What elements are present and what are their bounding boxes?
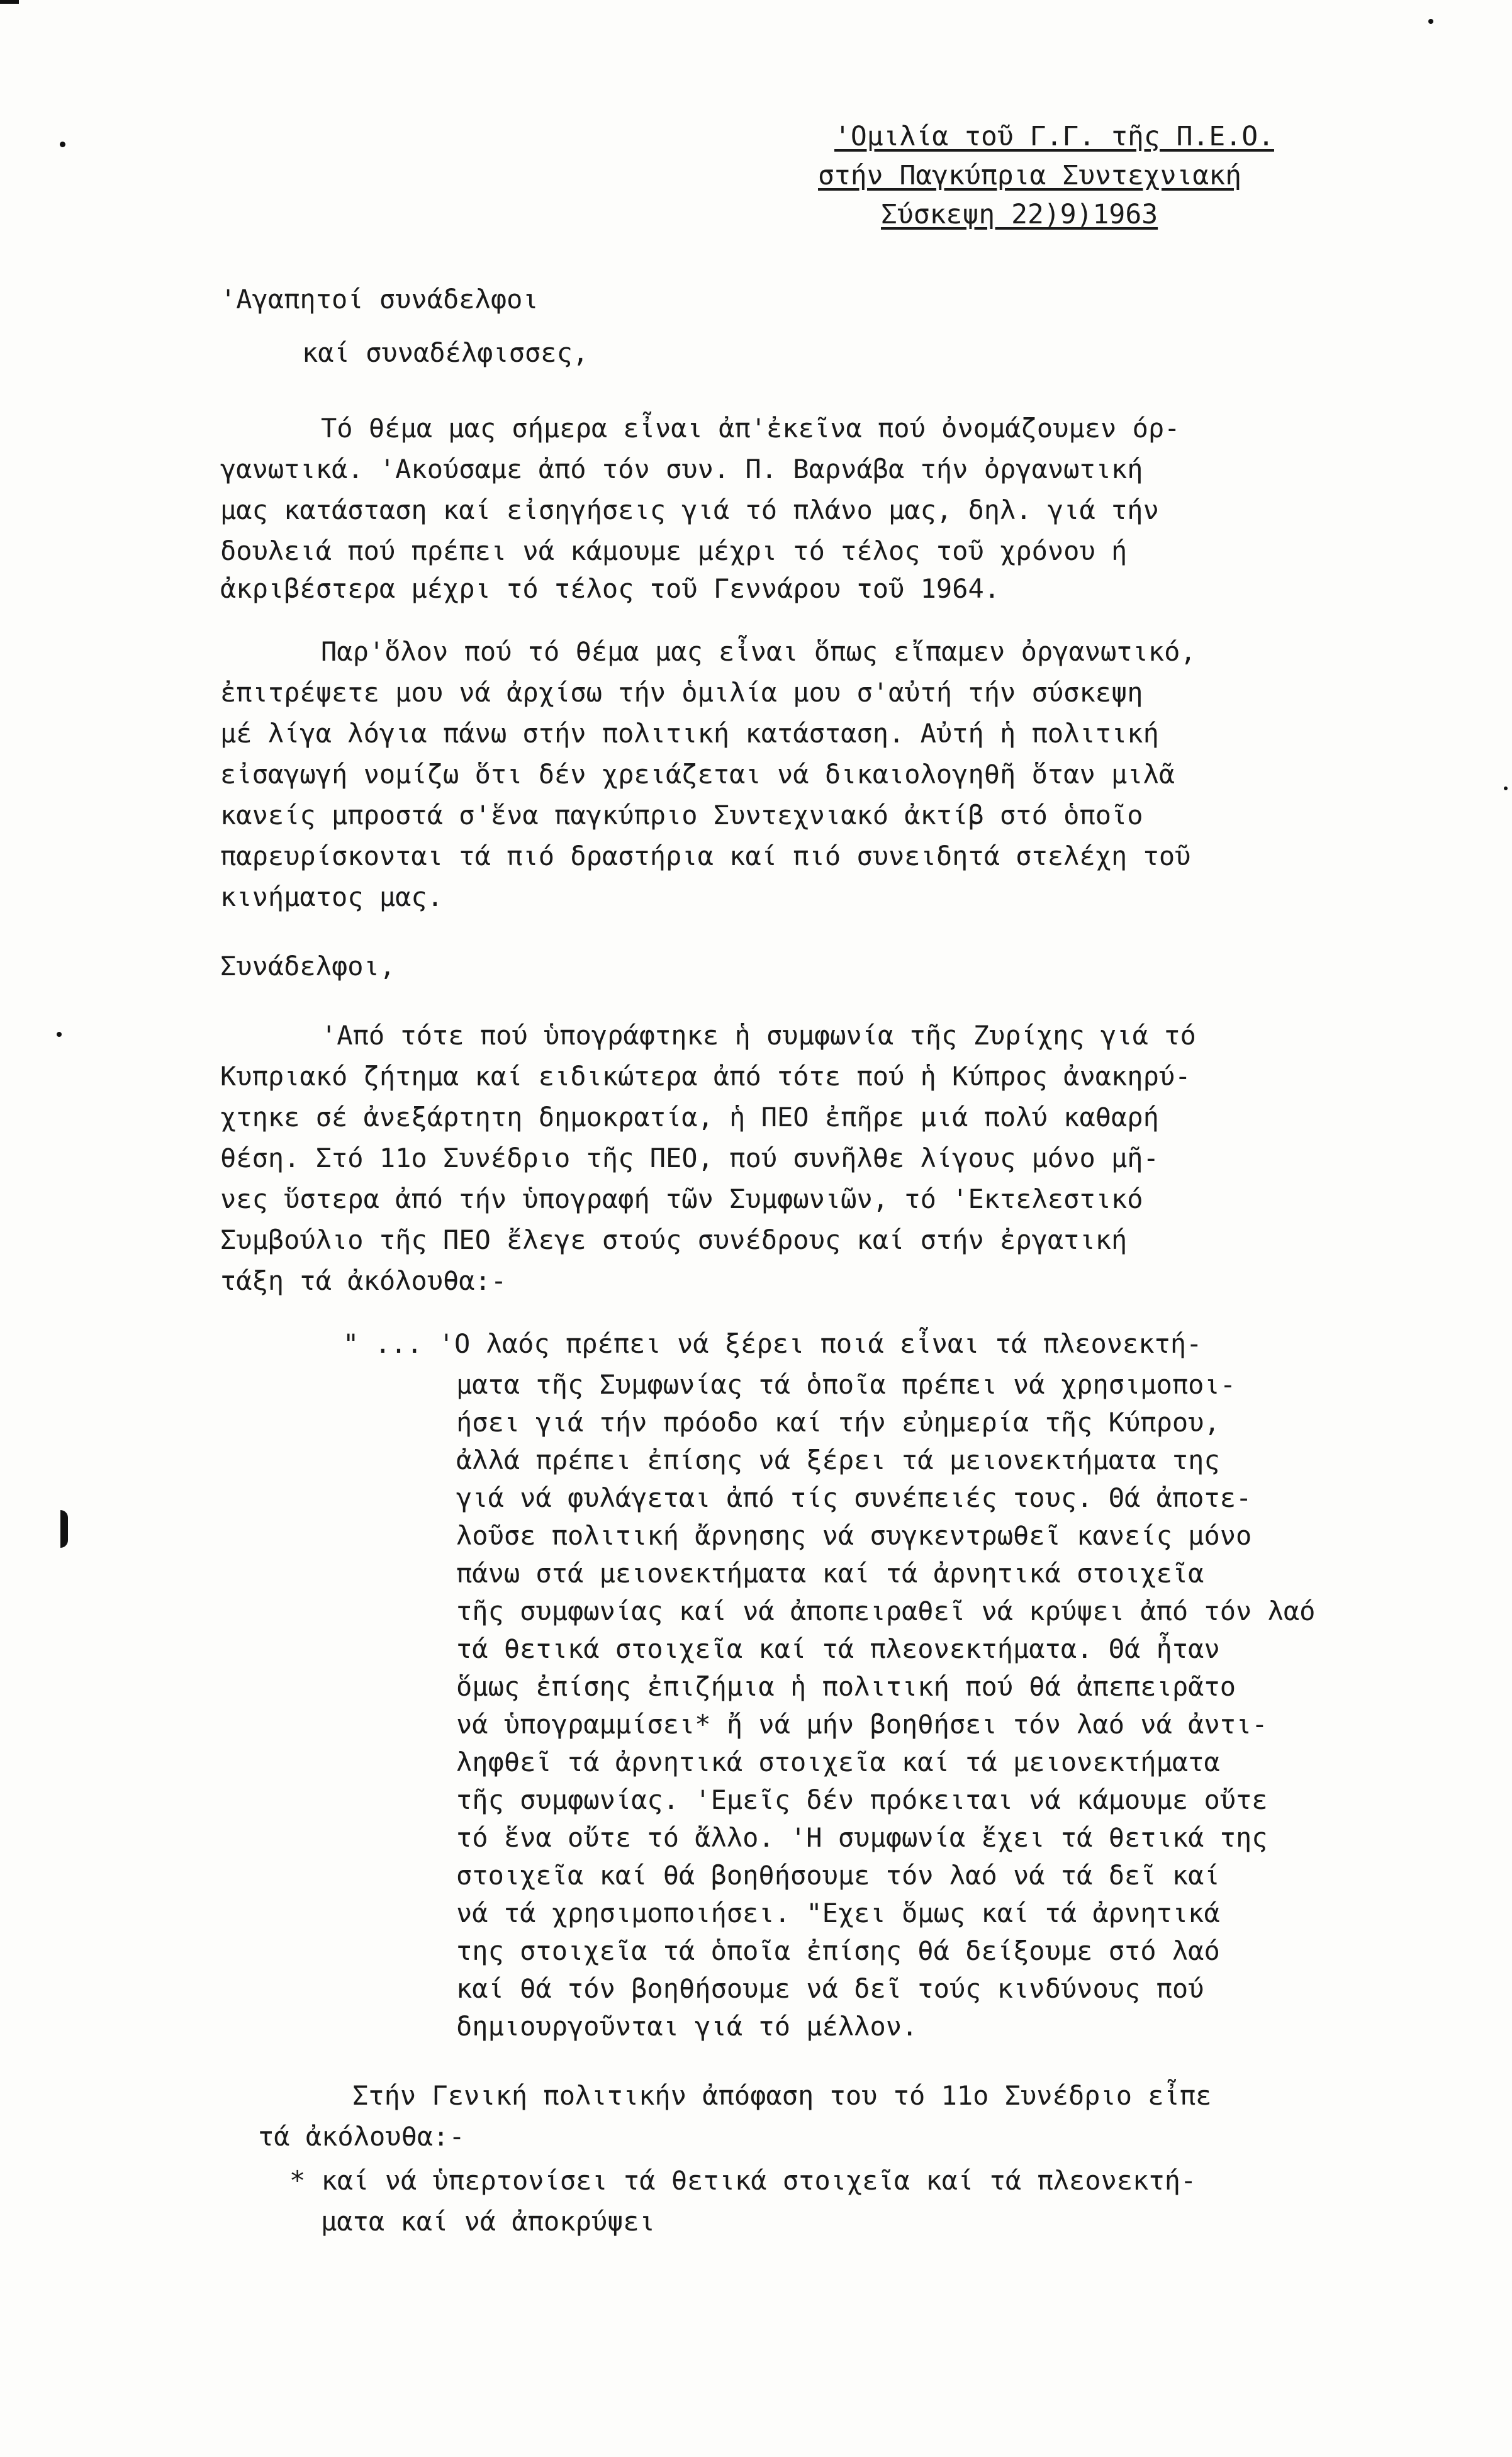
quote-line: δημιουργοῦνται γιά τό μέλλον. [456, 2011, 918, 2042]
para2-line: ἐπιτρέψετε μου νά ἀρχίσω τήν ὁμιλία μου σ'αὐτή τήν σύσκεψη [220, 677, 1143, 708]
salutation-line-1: 'Αγαπητοί συνάδελφοι [220, 284, 539, 315]
quote-line: στοιχεῖα καί θά βοηθήσουμε τόν λαό νά τά δεῖ καί [456, 1860, 1220, 1891]
quote-line: τῆς συμφωνίας. 'Εμεῖς δέν πρόκειται νά κάμουμε οὔτε [456, 1784, 1268, 1815]
para2-line: Παρ'ὅλον πού τό θέμα μας εἶναι ὅπως εἴπαμεν ὀργανωτικό, [321, 636, 1196, 667]
para4-line: τά ἀκόλουθα:- [258, 2121, 465, 2152]
para1-line: Τό θέμα μας σήμερα εἶναι ἀπ'ἐκεῖνα πού ὀνομάζουμεν όρ- [321, 413, 1180, 444]
para1-line: γανωτικά. 'Ακούσαμε ἀπό τόν συν. Π. Βαρνάβα τήν ὀργανωτική [220, 454, 1143, 484]
scan-speck [60, 142, 65, 147]
quote-line: τό ἕνα οὔτε τό ἄλλο. 'Η συμφωνία ἔχει τά θετικά της [456, 1822, 1268, 1853]
quote-line: τῆς συμφωνίας καί νά ἀποπειραθεῖ νά κρύψει ἀπό τόν λαό [456, 1596, 1316, 1626]
quote-line: ήσει γιά τήν πρόοδο καί τήν εὐημερία τῆς Κύπρου, [456, 1407, 1220, 1438]
scan-speck [1428, 19, 1433, 24]
para2-line: παρευρίσκονται τά πιό δραστήρια καί πιό συνειδητά στελέχη τοῦ [220, 841, 1191, 871]
quote-line: νά ὑπογραμμίσει* ἤ νά μήν βοηθήσει τόν λαό νά ἀντι- [456, 1709, 1268, 1740]
para4-line: Στήν Γενική πολιτικήν ἀπόφαση του τό 11ο Συνέδριο εἶπε [352, 2080, 1212, 2111]
quote-line: γιά νά φυλάγεται ἀπό τίς συνέπειές τους. Θά ἀποτε- [456, 1482, 1252, 1513]
para1-line: ἀκριβέστερα μέχρι τό τέλος τοῦ Γεννάρου τοῦ 1964. [220, 573, 1000, 604]
para2-line: κανείς μπροστά σ'ἕνα παγκύπριο Συντεχνιακό ἀκτίβ στό ὁποῖο [220, 800, 1143, 831]
scan-speck [57, 1032, 62, 1037]
bullet-line: * καί νά ὑπερτονίσει τά θετικά στοιχεῖα καί τά πλεονεκτή- [289, 2165, 1197, 2196]
scan-edge-mark [60, 1510, 68, 1548]
salutation-2: Συνάδελφοι, [220, 951, 396, 982]
quote-line: ὅμως ἐπίσης ἐπιζήμια ἡ πολιτική πού θά ἀπεπειρᾶτο [456, 1671, 1236, 1702]
para3-line: τάξη τά ἀκόλουθα:- [220, 1265, 507, 1296]
para2-line: μέ λίγα λόγια πάνω στήν πολιτική κατάσταση. Αὐτή ἡ πολιτική [220, 718, 1159, 749]
para2-line: εἰσαγωγή νομίζω ὅτι δέν χρειάζεται νά δικαιολογηθῆ ὅταν μιλᾶ [220, 759, 1175, 790]
bullet-line: ματα καί νά ἀποκρύψει [321, 2206, 656, 2237]
quote-line: νά τά χρησιμοποιήσει. "Εχει ὅμως καί τά ἀρνητικά [456, 1898, 1220, 1928]
para3-line: χτηκε σέ ἀνεξάρτητη δημοκρατία, ἡ ΠΕΟ ἐπῆρε μιά πολύ καθαρή [220, 1102, 1159, 1133]
quote-line: λοῦσε πολιτική ἄρνησης νά συγκεντρωθεῖ κανείς μόνο [456, 1520, 1252, 1551]
para1-line: μας κατάσταση καί εἰσηγήσεις γιά τό πλάνο μας, δηλ. γιά τήν [220, 495, 1159, 525]
quote-line: ληφθεῖ τά ἀρνητικά στοιχεῖα καί τά μειονεκτήματα [456, 1747, 1220, 1777]
header-line-1: 'Ομιλία τοῦ Γ.Γ. τῆς Π.Ε.Ο. [834, 121, 1274, 152]
para3-line: Κυπριακό ζήτημα καί ειδικώτερα ἀπό τότε πού ἡ Κύπρος ἀνακηρύ- [220, 1061, 1191, 1092]
quote-line: ματα τῆς Συμφωνίας τά ὁποῖα πρέπει νά χρησιμοποι- [456, 1369, 1236, 1400]
quote-line: ἀλλά πρέπει ἐπίσης νά ξέρει τά μειονεκτήματα της [456, 1445, 1220, 1475]
scan-speck [1504, 786, 1508, 790]
header-line-2: στήν Παγκύπρια Συντεχνιακή [818, 160, 1242, 191]
quote-line: τά θετικά στοιχεῖα καί τά πλεονεκτήματα. Θά ἦταν [456, 1633, 1220, 1664]
salutation-line-2: καί συναδέλφισσες, [302, 337, 589, 368]
para3-line: θέση. Στό 11ο Συνέδριο τῆς ΠΕΟ, πού συνῆλθε λίγους μόνο μῆ- [220, 1143, 1159, 1173]
quote-line: καί θά τόν βοηθήσουμε νά δεῖ τούς κινδύνους πού [456, 1973, 1204, 2004]
quote-line: της στοιχεῖα τά ὁποῖα ἐπίσης θά δείξουμε στό λαό [456, 1935, 1220, 1966]
para3-line: νες ὕστερα ἀπό τήν ὑπογραφή τῶν Συμφωνιῶν, τό 'Εκτελεστικό [220, 1184, 1143, 1214]
para1-line: δουλειά πού πρέπει νά κάμουμε μέχρι τό τέλος τοῦ χρόνου ή [220, 535, 1128, 566]
para3-line: Συμβούλιο τῆς ΠΕΟ ἔλεγε στούς συνέδρους καί στήν ἐργατική [220, 1224, 1128, 1255]
header-line-3: Σύσκεψη 22)9)1963 [881, 199, 1158, 230]
scan-edge-mark [0, 0, 19, 4]
quote-line: " ... 'Ο λαός πρέπει νά ξέρει ποιά εἶναι τά πλεονεκτή- [343, 1328, 1202, 1359]
para3-line: 'Από τότε πού ὑπογράφτηκε ἡ συμφωνία τῆς Ζυρίχης γιά τό [321, 1020, 1196, 1051]
quote-line: πάνω στά μειονεκτήματα καί τά ἀρνητικά στοιχεῖα [456, 1558, 1204, 1589]
para2-line: κινήματος μας. [220, 881, 444, 912]
